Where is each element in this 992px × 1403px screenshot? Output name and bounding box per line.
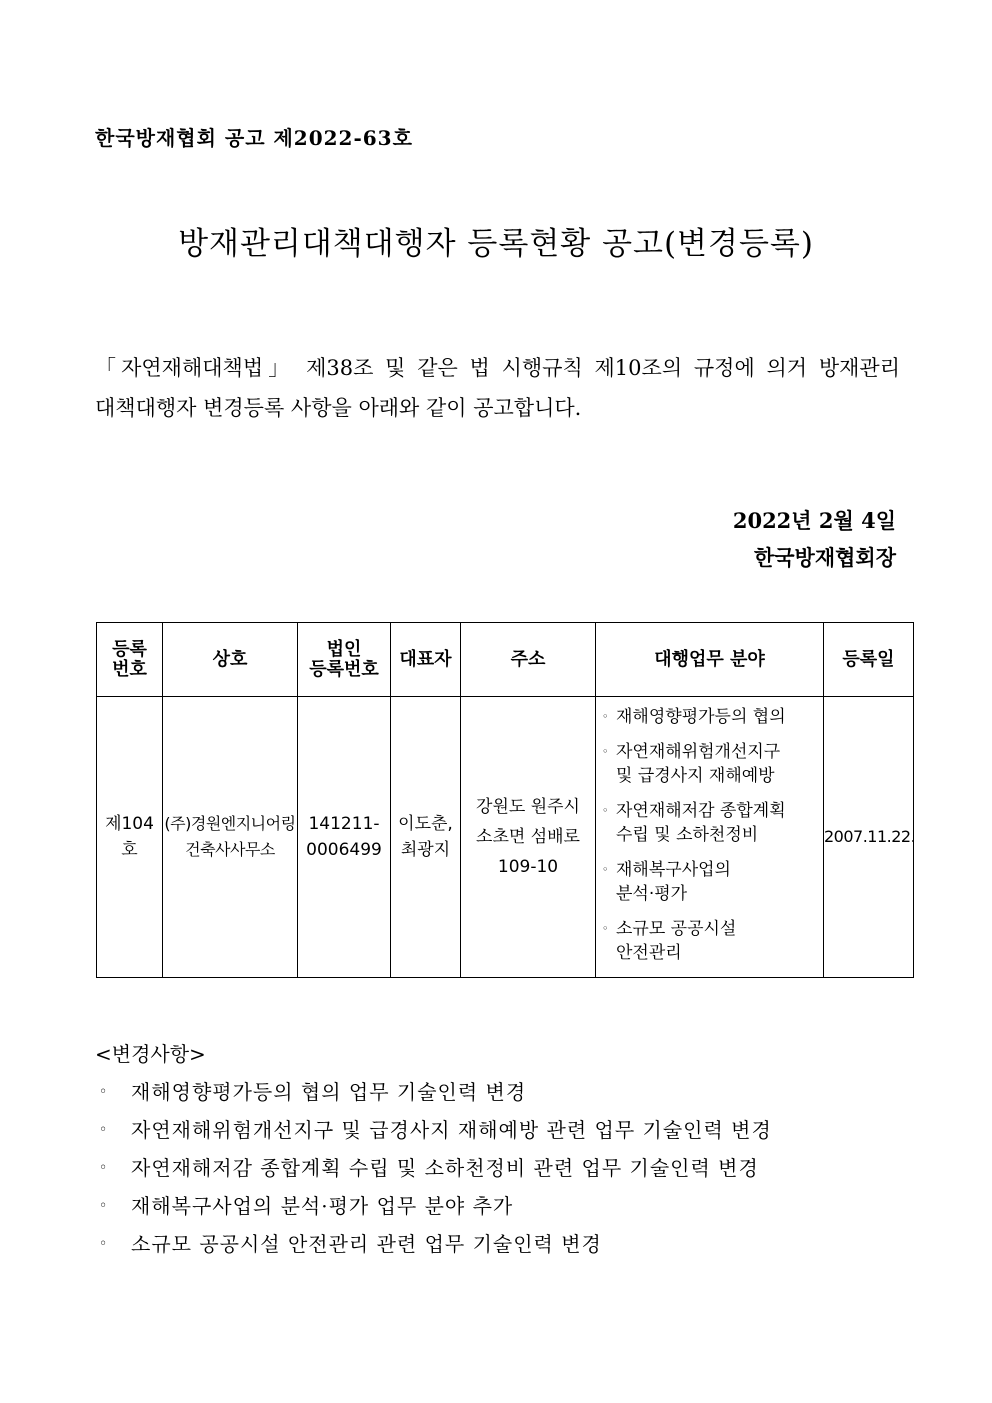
- header-reg-no-line: 번호: [112, 658, 147, 680]
- header-address: 주소: [461, 623, 596, 697]
- bullet-icon: ◦: [602, 804, 609, 817]
- change-text: 소규모 공공시설 안전관리 관련 업무 기술인력 변경: [131, 1232, 602, 1256]
- issuer: 한국방재협회장: [753, 545, 896, 570]
- rep-line: 이도춘,: [398, 814, 453, 834]
- change-item: [95, 1078, 772, 1116]
- corp-no-line: 0006499: [306, 840, 382, 860]
- company-line: 건축사사무소: [185, 840, 275, 859]
- field-line: 소규모 공공시설: [616, 919, 737, 939]
- change-item: [95, 1116, 772, 1154]
- table-header-row: [97, 623, 914, 697]
- cell-fields: [596, 697, 824, 978]
- bullet-icon: ◦: [99, 1198, 109, 1214]
- cell-reg-date: 2007.11.22.: [824, 697, 914, 978]
- document-title: 방재관리대책대행자 등록현황 공고(변경등록): [178, 226, 814, 262]
- address-line: 109-10: [497, 857, 559, 877]
- address-line: 소초면 섬배로: [476, 827, 580, 847]
- cell-representative: [391, 697, 461, 978]
- field-item: [602, 740, 819, 788]
- intro-paragraph: [95, 348, 900, 428]
- change-text: 자연재해위험개선지구 및 급경사지 재해예방 관련 업무 기술인력 변경: [131, 1118, 772, 1142]
- header-reg-date: 등록일: [824, 623, 914, 697]
- field-text: [616, 917, 736, 965]
- field-line: 및 급경사지 재해예방: [616, 766, 775, 786]
- notice-number: 한국방재협회 공고 제2022-63호: [95, 126, 413, 150]
- intro-line-1: 「자연재해대책법」 제38조 및 같은 법 시행규칙 제10조의 규정에 의거 방재관리: [95, 356, 900, 380]
- table-row: [97, 697, 914, 978]
- field-item: [602, 799, 819, 847]
- company-line: (주)경원엔지니어링: [164, 814, 296, 833]
- bullet-icon: ◦: [99, 1236, 109, 1252]
- field-text: [616, 740, 780, 788]
- field-line: 분석·평가: [616, 884, 688, 904]
- bullet-icon: ◦: [602, 863, 609, 876]
- change-item: [95, 1230, 772, 1268]
- change-text: 재해영향평가등의 협의 업무 기술인력 변경: [131, 1080, 527, 1104]
- changes-section: [95, 1040, 772, 1268]
- cell-corp-no: [298, 697, 391, 978]
- field-line: 재해영향평가등의 협의: [616, 707, 786, 727]
- change-item: [95, 1192, 772, 1230]
- bullet-icon: ◦: [602, 745, 609, 758]
- field-text: [616, 705, 786, 729]
- field-text: [616, 858, 731, 906]
- header-fields: 대행업무 분야: [596, 623, 824, 697]
- rep-line: 최광지: [400, 840, 451, 860]
- field-item: [602, 917, 819, 965]
- field-item: [602, 705, 819, 729]
- field-line: 안전관리: [616, 943, 682, 963]
- bullet-icon: ◦: [602, 710, 609, 723]
- header-company: 상호: [163, 623, 298, 697]
- intro-line-2: 대책대행자 변경등록 사항을 아래와 같이 공고합니다.: [95, 396, 582, 420]
- cell-reg-no: 제104호: [97, 697, 163, 978]
- field-line: 재해복구사업의: [616, 860, 731, 880]
- address-line: 강원도 원주시: [476, 797, 580, 817]
- cell-company: [163, 697, 298, 978]
- header-corp-no: [298, 623, 391, 697]
- header-corp-no-line: 법인: [326, 638, 362, 660]
- corp-no-line: 141211-: [308, 814, 380, 834]
- changes-title: <변경사항>: [95, 1042, 206, 1066]
- header-corp-no-line: 등록번호: [309, 658, 379, 680]
- bullet-icon: ◦: [99, 1160, 109, 1176]
- change-text: 자연재해저감 종합계획 수립 및 소하천정비 관련 업무 기술인력 변경: [131, 1156, 759, 1180]
- field-line: 자연재해저감 종합계획: [616, 801, 786, 821]
- header-reg-no-line: 등록: [112, 638, 147, 660]
- change-item: [95, 1154, 772, 1192]
- field-item: [602, 858, 819, 906]
- bullet-icon: ◦: [602, 922, 609, 935]
- header-reg-no: [97, 623, 163, 697]
- change-text: 재해복구사업의 분석·평가 업무 분야 추가: [131, 1194, 514, 1218]
- bullet-icon: ◦: [99, 1122, 109, 1138]
- header-representative: 대표자: [391, 623, 461, 697]
- field-line: 수립 및 소하천정비: [616, 825, 759, 845]
- field-line: 자연재해위험개선지구: [616, 742, 781, 762]
- issue-date: 2022년 2월 4일: [732, 508, 896, 533]
- bullet-icon: ◦: [99, 1084, 109, 1100]
- cell-address: [461, 697, 596, 978]
- field-text: [616, 799, 786, 847]
- registration-table: [96, 622, 914, 978]
